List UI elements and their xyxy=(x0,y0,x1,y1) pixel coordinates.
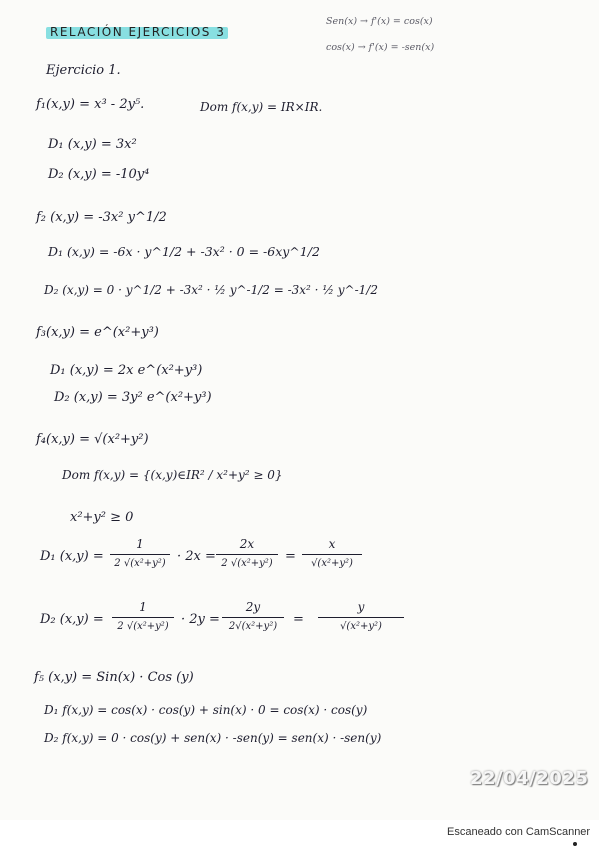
f4-d2-frac1-bar xyxy=(112,617,174,618)
f4-d2-mid: · 2y = xyxy=(181,612,220,627)
f2-d1: D₁ (x,y) = -6x · y^1/2 + -3x² · 0 = -6xy^1/2 xyxy=(48,244,320,259)
f4-d2-frac2-num: 2y xyxy=(245,600,261,614)
f3-d2: D₂ (x,y) = 3y² e^(x²+y³) xyxy=(54,390,212,405)
f4-d1-mid: · 2x = xyxy=(177,549,216,564)
f1-d2: D₂ (x,y) = -10y⁴ xyxy=(48,167,150,182)
f4-d2-equals: = xyxy=(293,612,304,627)
sin-derivative-note: Sen(x) → f'(x) = cos(x) xyxy=(326,16,433,27)
f5-definition: f₅ (x,y) = Sin(x) · Cos (y) xyxy=(34,670,194,685)
f4-d2-frac1-den: 2 √(x²+y²) xyxy=(117,621,169,632)
f1-domain: Dom f(x,y) = IR×IR. xyxy=(200,100,323,114)
scanner-watermark: Escaneado con CamScanner xyxy=(447,826,591,838)
f5-d2: D₂ f(x,y) = 0 · cos(y) + sen(x) · -sen(y) = sen(x) · -sen(y) xyxy=(44,731,382,745)
f4-d2-frac3-den: √(x²+y²) xyxy=(340,621,382,632)
f2-definition: f₂ (x,y) = -3x² y^1/2 xyxy=(36,210,167,225)
f4-d1-frac1-den: 2 √(x²+y²) xyxy=(114,558,166,569)
f4-d1-frac3-num: x xyxy=(328,537,336,551)
f4-d1-frac1-num: 1 xyxy=(136,537,144,551)
f4-d1-frac3-den: √(x²+y²) xyxy=(311,558,353,569)
f4-d2-frac2-bar xyxy=(222,617,284,618)
exercise-label: Ejercicio 1. xyxy=(46,63,121,78)
f4-condition: x²+y² ≥ 0 xyxy=(70,510,134,525)
f4-definition: f₄(x,y) = √(x²+y²) xyxy=(36,432,149,447)
f4-domain: Dom f(x,y) = {(x,y)∈IR² / x²+y² ≥ 0} xyxy=(62,468,283,482)
f4-d1-frac2-bar xyxy=(216,554,278,555)
f2-d2: D₂ (x,y) = 0 · y^1/2 + -3x² · ½ y^-1/2 = -3x² · ½ y^-1/2 xyxy=(44,283,378,297)
f3-definition: f₃(x,y) = e^(x²+y³) xyxy=(36,325,159,340)
date-stamp: 22/04/2025 xyxy=(470,768,589,789)
f4-d2-lhs: D₂ (x,y) = xyxy=(40,612,104,627)
f4-d1-frac2-num: 2x xyxy=(239,537,255,551)
cos-derivative-note: cos(x) → f'(x) = -sen(x) xyxy=(326,42,435,53)
corner-dot xyxy=(573,842,577,846)
f4-d1-frac2-den: 2 √(x²+y²) xyxy=(221,558,273,569)
f4-d1-frac3-bar xyxy=(302,554,362,555)
page-title: RELACIÓN EJERCICIOS 3 xyxy=(50,25,226,39)
f4-d1-frac1-bar xyxy=(110,554,170,555)
f5-d1: D₁ f(x,y) = cos(x) · cos(y) + sin(x) · 0 = cos(x) · cos(y) xyxy=(44,703,368,717)
f3-d1: D₁ (x,y) = 2x e^(x²+y³) xyxy=(50,363,203,378)
f1-definition: f₁(x,y) = x³ - 2y⁵. xyxy=(36,97,145,112)
f4-d1-equals: = xyxy=(285,549,296,564)
f1-d1: D₁ (x,y) = 3x² xyxy=(48,137,137,152)
f4-d2-frac3-num: y xyxy=(357,600,365,614)
f4-d2-frac1-num: 1 xyxy=(139,600,147,614)
f4-d2-frac2-den: 2√(x²+y²) xyxy=(228,621,278,632)
f4-d1-lhs: D₁ (x,y) = xyxy=(40,549,104,564)
f4-d2-frac3-bar xyxy=(318,617,404,618)
